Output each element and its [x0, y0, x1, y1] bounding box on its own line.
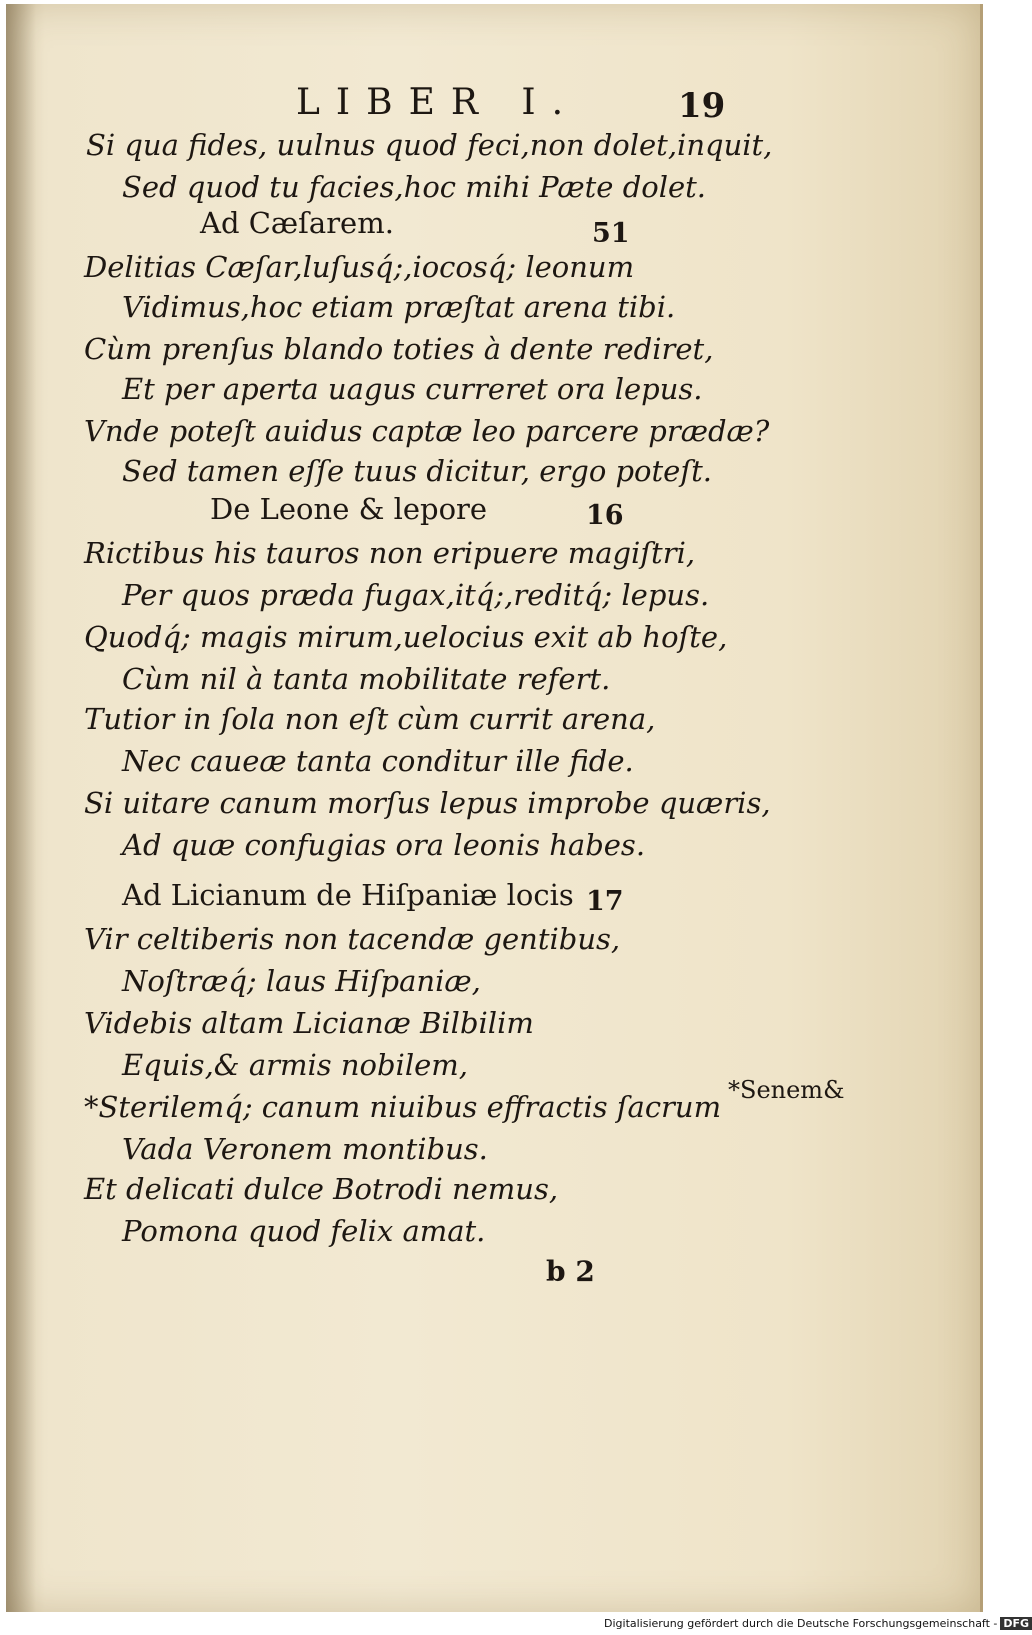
verse-line: Per quos præda fugax,itq́;,reditq́; lepus. [122, 578, 710, 612]
spine-shadow [6, 4, 36, 1612]
epigram-heading: Ad Cæſarem. [200, 206, 394, 240]
verse-line: *Sterilemq́; canum niuibus effractis ſacrum [84, 1090, 722, 1124]
epigram-number: 16 [586, 500, 624, 531]
verse-line: Vada Veronem montibus. [122, 1132, 488, 1166]
verse-line: Tutior in ſola non eſt cùm currit arena, [84, 702, 656, 736]
verse-line: Vnde poteſt auidus captæ leo parcere prædæ? [84, 414, 770, 448]
epigram-heading: Ad Licianum de Hiſpaniæ locis [122, 878, 574, 912]
verse-line: Ad quæ confugias ora leonis habes. [122, 828, 646, 862]
verse-line: Si qua fides, uulnus quod feci,non dolet,inquit, [86, 128, 773, 162]
verse-line: Delitias Cæſar,luſusq́;,iocosq́; leonum [84, 250, 635, 284]
verse-line: Et per aperta uagus curreret ora lepus. [122, 372, 703, 406]
verse-line: Rictibus his tauros non eripuere magiſtri, [84, 536, 696, 570]
verse-line: Vir celtiberis non tacendæ gentibus, [84, 922, 621, 956]
epigram-number: 51 [592, 218, 630, 249]
credit-text: Digitalisierung gefördert durch die Deutsche Forschungsgemeinschaft - [604, 1617, 998, 1630]
folio-number: 19 [678, 86, 726, 126]
epigram-number: 17 [586, 886, 624, 917]
digitization-credit [604, 1617, 1032, 1630]
dfg-logo: DFG [1000, 1617, 1032, 1630]
verse-line: Nec caueæ tanta conditur ille fide. [122, 744, 634, 778]
verse-line: Cùm nil à tanta mobilitate refert. [122, 662, 611, 696]
verse-line: Noſtræq́; laus Hiſpaniæ, [122, 964, 481, 998]
verse-line: Pomona quod felix amat. [122, 1214, 486, 1248]
marginal-note: *Senem& [728, 1076, 845, 1104]
verse-line: Videbis altam Licianæ Bilbilim [84, 1006, 534, 1040]
verse-line: Sed quod tu facies,hoc mihi Pæte dolet. [122, 170, 707, 204]
verse-line: Equis,& armis nobilem, [122, 1048, 468, 1082]
verse-line: Si uitare canum morſus lepus improbe quæris, [84, 786, 771, 820]
running-head: LIBER I. [296, 82, 580, 123]
signature-mark: b 2 [546, 1255, 595, 1288]
verse-line: Et delicati dulce Botrodi nemus, [84, 1172, 559, 1206]
verse-line: Cùm prenſus blando toties à dente rediret, [84, 332, 714, 366]
verse-line: Sed tamen eſſe tuus dicitur, ergo poteſt. [122, 454, 712, 488]
verse-line: Quodq́; magis mirum,uelocius exit ab hoſte, [84, 620, 728, 654]
epigram-heading: De Leone & lepore [210, 492, 488, 526]
verse-line: Vidimus,hoc etiam præſtat arena tibi. [122, 290, 676, 324]
